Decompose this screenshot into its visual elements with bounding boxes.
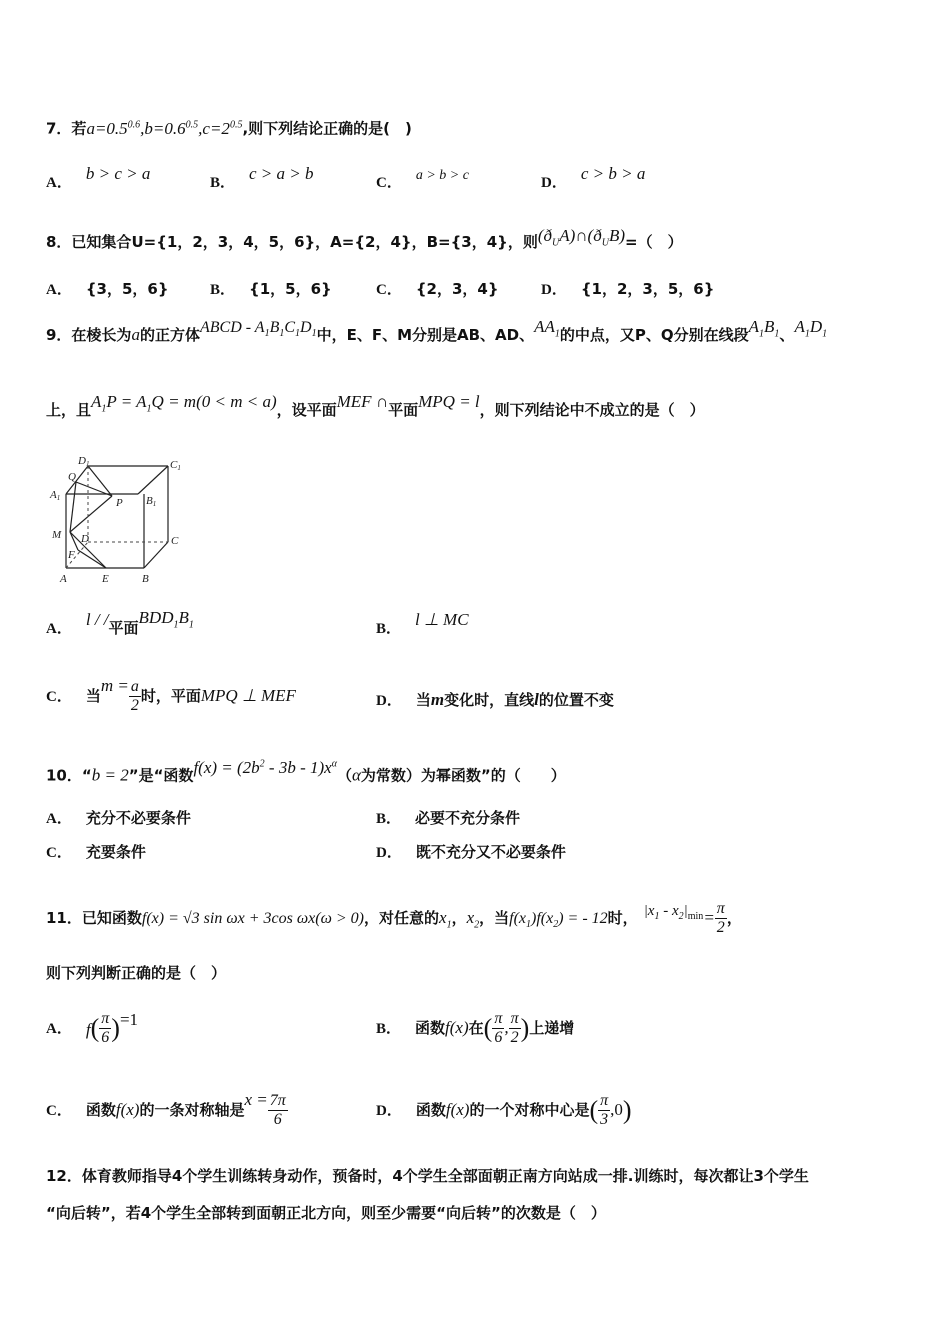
option-text: 必要不充分条件 (415, 809, 521, 827)
q9-l2-suffix: ，则下列结论中不成立的是（ ） (479, 401, 705, 419)
option-label: D． (376, 845, 402, 861)
q9-stem-line1 (46, 317, 828, 352)
q11-c-zh1: 函数 (85, 1101, 116, 1119)
left-paren: ( (589, 1095, 599, 1125)
q10-option-c (46, 842, 146, 863)
label-b: B (142, 573, 149, 585)
q9-d-m: m (430, 690, 445, 709)
q9-b-text: l ⊥ MC (415, 610, 469, 629)
q7-prefix: 7．若 (46, 119, 87, 138)
q9-cube-d: D (300, 319, 312, 336)
label-p: P (116, 497, 123, 509)
option-text: b > c > a (85, 164, 151, 183)
q9-cube-b: B (269, 319, 280, 336)
label-c: C (171, 535, 179, 547)
q11-a-f: f (85, 1020, 91, 1039)
q7-option-d (541, 164, 646, 193)
option-label: A． (46, 1021, 72, 1037)
option-label: B． (376, 621, 402, 637)
q9-prefix: 9．在棱长为 (46, 326, 132, 344)
q9-l2-prefix: 上，且 (46, 401, 92, 419)
q11-abs3: | (683, 903, 688, 919)
label-c1: C1 (170, 459, 181, 472)
q7-math-a (86, 119, 242, 138)
q8-sub2: U (601, 237, 609, 249)
option-label: A． (46, 282, 72, 298)
line-mf (70, 532, 78, 550)
label-a: A (60, 573, 67, 585)
option-label: D． (541, 282, 567, 298)
q7-a: a=0.5 (86, 118, 128, 138)
q11-option-b (376, 1010, 574, 1047)
q9-mid3: 的中点，又P、Q分别在线段 (559, 326, 749, 344)
q10-alpha2: α (351, 765, 361, 785)
option-label: B． (376, 1021, 402, 1037)
q11-stem-line2: 则下列判断正确的是（ ） (46, 964, 227, 982)
q11-abs (643, 903, 704, 922)
q11-x1 (439, 908, 452, 931)
q7-option-a (46, 164, 151, 193)
right-paren: ) (622, 1095, 632, 1125)
q8-m1: (ð (537, 226, 552, 245)
q9-cond-s1: 1 (101, 403, 107, 415)
q11-d-zh1: 函数 (415, 1101, 446, 1119)
q7-option-c (376, 168, 469, 194)
frac-den: 2 (716, 919, 725, 936)
q9-a-b: B (178, 608, 189, 627)
q11-mid: ，对任意的 (364, 909, 440, 927)
label-d1: D1 (78, 455, 90, 468)
line-mq (70, 482, 76, 532)
left-paren: ( (90, 1013, 100, 1043)
label-q: Q (68, 471, 76, 483)
q9-aa-sub: 1 (554, 328, 560, 340)
frac-den: 6 (273, 1111, 282, 1128)
q11-x1-s: 1 (446, 919, 452, 931)
q9-stem-line2 (46, 392, 705, 427)
q11-x2-s: 2 (474, 919, 480, 931)
q11-b-f: f(x) (445, 1018, 469, 1037)
q9-a-s2: 1 (188, 619, 194, 631)
q11-eq: = (703, 908, 715, 927)
q7-exp3: 0.5 (229, 119, 243, 130)
q9-a-bdd: BDD (138, 608, 174, 627)
q9-option-b (376, 610, 469, 639)
label-d: D (81, 533, 89, 545)
frac-num: a (130, 678, 139, 695)
q11-d-f: f(x) (445, 1100, 470, 1119)
q11-d-zh2: 的一个对称中心是 (469, 1101, 590, 1119)
q7-option-b (210, 164, 314, 193)
q8-stem (46, 226, 683, 259)
q11-c-zh2: 的一条对称轴是 (139, 1101, 245, 1119)
label-b1: B1 (146, 495, 157, 508)
frac-den: 2 (130, 697, 139, 714)
right-paren: ) (111, 1013, 120, 1043)
line-fe (78, 550, 106, 568)
q10-mid: ”是“函数 (128, 766, 194, 785)
q9-d-zh1: 当 (415, 691, 431, 709)
q11-b-zh2: 在 (468, 1019, 484, 1037)
q9-mef: MEF ∩ (336, 392, 389, 411)
q11-prod3: ) = - 12 (558, 910, 608, 927)
option-label: C． (46, 1103, 72, 1119)
edge-c1b1 (138, 466, 168, 494)
q9-seg2-s1: 1 (804, 328, 810, 340)
q11-x2-x: x (466, 908, 475, 927)
q11-prod-s1: 1 (526, 919, 532, 931)
q9-mpq: MPQ = l (418, 392, 480, 411)
q11-c-f: f(x) (115, 1100, 140, 1119)
q9-mid2: 中，E、F、M分别是AB、AD、 (316, 326, 535, 344)
option-label: B． (376, 811, 402, 827)
q11-x1-x: x (439, 908, 447, 927)
q9-a-zh: 平面 (108, 619, 139, 637)
frac-num: 7π (269, 1092, 286, 1109)
q9-cube-1: ABCD - A (199, 319, 265, 336)
frac-num: π (510, 1010, 519, 1027)
frac-num: π (101, 1010, 110, 1027)
q9-seg2-a: A (794, 317, 805, 336)
q8-option-d (541, 279, 714, 300)
q10-option-a (46, 808, 191, 829)
q9-option-d (376, 690, 614, 711)
q11-prod-s2: 2 (553, 919, 559, 931)
q11-a-eq: =1 (119, 1010, 139, 1029)
q9-cube-s1: 1 (264, 328, 270, 340)
q9-var-a: a (131, 325, 140, 344)
q10-fx1: f(x) = (2b (193, 757, 260, 777)
q9-sep: 、 (779, 326, 795, 344)
q9-seg1-a: A (748, 317, 760, 336)
q10-stem (46, 757, 566, 786)
option-label: B． (210, 175, 236, 191)
q8-sub1: U (552, 237, 560, 249)
q9-seg2 (794, 317, 828, 340)
option-text: 充分不必要条件 (85, 809, 191, 827)
frac-den: 3 (600, 1111, 609, 1128)
q9-seg2-s2: 1 (822, 328, 828, 340)
q11-prod2: )f(x (531, 910, 554, 927)
q10-alpha: α (331, 758, 337, 769)
label-e: E (102, 573, 109, 585)
q11-abs2: - x (659, 903, 679, 919)
q8-suffix: =（ ） (625, 233, 683, 251)
q11-prefix: 11．已知函数 (46, 909, 142, 927)
q9-c-fraction (129, 678, 141, 715)
option-label: A． (46, 621, 72, 637)
q9-a-plane (138, 608, 194, 631)
q11-stem-line1 (46, 900, 742, 937)
q11-abs-s1: 1 (654, 911, 660, 922)
q9-d-zh3: 的位置不变 (538, 691, 614, 709)
q8-option-b (210, 279, 332, 300)
q10-option-d (376, 842, 566, 863)
q9-cube (199, 319, 317, 340)
q11-c-x: x = (244, 1090, 268, 1109)
q11-prod (509, 910, 608, 931)
q9-d-l: l (534, 690, 539, 709)
q9-a-pre: l / / (85, 610, 109, 629)
q9-cube-s2: 1 (279, 328, 285, 340)
frac-num: π (494, 1010, 503, 1027)
q9-l2-mid: ，设平面 (276, 401, 337, 419)
frac-num: π (600, 1092, 609, 1109)
q11-abs-s2: 2 (678, 911, 684, 922)
q10-prefix: 10．“ (46, 766, 92, 785)
left-paren: ( (483, 1013, 493, 1043)
q7-b: ,b=0.6 (140, 118, 186, 138)
q8-m3: B) (608, 226, 625, 245)
right-paren: ) (520, 1013, 530, 1043)
option-text: {1，5，6} (249, 280, 332, 298)
q9-mid1: 的正方体 (139, 326, 200, 344)
cube-figure (48, 454, 188, 589)
q7-exp2: 0.5 (185, 119, 199, 130)
q11-option-a (46, 1010, 138, 1047)
edge-cb (144, 542, 168, 568)
q12-line1: 12．体育教师指导4个学生训练转身动作，预备时，4个学生全部面朝正南方向站成一排.训练时，每次都让3个学生 (46, 1167, 809, 1185)
label-m: M (52, 529, 62, 541)
q9-seg1 (748, 317, 780, 340)
q9-c-zh2: 时，平面 (140, 687, 201, 705)
option-label: A． (46, 811, 72, 827)
q9-cube-c: C (284, 319, 296, 336)
q9-cond (91, 392, 277, 415)
option-label: C． (376, 282, 402, 298)
label-f: F (68, 549, 75, 561)
q9-c-rel: MPQ ⊥ MEF (200, 686, 296, 705)
option-text: {3，5，6} (85, 280, 169, 298)
q9-cond-p: P = A (106, 392, 147, 411)
q9-d-zh2: 变化时，直线 (444, 691, 535, 709)
q11-b-zh3: 上递增 (529, 1019, 575, 1037)
q8-math (537, 226, 625, 249)
q11-abs1: |x (643, 903, 655, 919)
option-label: C． (46, 689, 72, 705)
option-text: c > b > a (580, 164, 646, 183)
option-label: A． (46, 175, 72, 191)
q11-mid2: ，当 (479, 909, 510, 927)
option-text: a > b > c (415, 168, 469, 183)
q11-option-c (46, 1092, 288, 1129)
q10-sq: 2 (259, 758, 265, 769)
q8-prefix: 8．已知集合 (46, 233, 132, 251)
q9-cube-s3: 1 (295, 328, 301, 340)
q9-l2-mid2: 平面 (388, 401, 419, 419)
q10-fx (193, 758, 337, 777)
q9-seg1-s1: 1 (759, 328, 765, 340)
option-text: 充要条件 (85, 843, 146, 861)
q11-c-fraction (268, 1092, 288, 1129)
q7-exp1: 0.6 (127, 119, 141, 130)
q7-c: ,c=2 (198, 118, 230, 138)
q9-aa: AA (534, 317, 555, 336)
q10-suffix: 为常数）为幂函数”的（ ） (360, 766, 566, 785)
q11-comma: ， (451, 909, 467, 927)
q8-m2: A)∩(ð (559, 226, 602, 245)
q7-stem (46, 115, 412, 139)
q9-option-a (46, 608, 194, 645)
q10-fx2: - 3b - 1)x (264, 757, 332, 777)
q10-mid2: （ (336, 766, 352, 785)
q11-min: min (687, 911, 704, 922)
option-text: c > a > b (249, 164, 314, 183)
option-label: D． (376, 1103, 402, 1119)
q10-b: b = 2 (91, 765, 129, 785)
q9-aa1 (534, 317, 560, 340)
q7-suffix: ,则下列结论正确的是( ) (242, 119, 412, 138)
q9-cond-s2: 1 (146, 403, 152, 415)
q11-fx: f(x) = √3 sin ωx + 3cos ωx(ω > 0) (141, 910, 364, 927)
q11-a-fraction (99, 1010, 111, 1047)
q11-fraction (715, 900, 727, 937)
q11-x2 (466, 908, 480, 931)
q9-c-m: m = (100, 676, 129, 695)
option-text: {1，2，3，5，6} (580, 280, 715, 298)
label-a1: A1 (50, 489, 61, 502)
q11-prod1: f(x (509, 910, 527, 927)
q10-option-b (376, 808, 520, 829)
q9-cond-a: A (91, 392, 102, 411)
option-label: D． (376, 693, 402, 709)
q11-b-frac2 (509, 1010, 521, 1047)
q9-seg1-s2: 1 (774, 328, 780, 340)
q9-option-c (46, 678, 296, 715)
q8-option-a (46, 279, 169, 300)
q12-line2: “向后转”，若4个学生全部转到面朝正北方向，则至少需要“向后转”的次数是（ ） (46, 1204, 606, 1222)
frac-num: π (716, 900, 725, 917)
option-text: 既不充分又不必要条件 (415, 843, 566, 861)
q11-b-zh1: 函数 (415, 1019, 446, 1037)
q8-option-c (376, 279, 499, 300)
q9-a-s1: 1 (173, 619, 179, 631)
option-label: B． (210, 282, 236, 298)
frac-den: 6 (101, 1029, 110, 1046)
q11-d-fraction (598, 1092, 610, 1129)
line-pm (70, 496, 112, 532)
comma: , (504, 1018, 509, 1037)
q11-option-d (376, 1092, 632, 1129)
q11-b-frac1 (492, 1010, 504, 1047)
option-label: D． (541, 175, 567, 191)
q9-c-zh1: 当 (85, 687, 101, 705)
q8-sets: U={1，2，3，4，5，6}，A={2，4}，B={3，4}，则 (131, 233, 538, 251)
q11-end: ， (726, 909, 742, 927)
option-label: C． (376, 175, 402, 191)
q9-cond-q: Q = m(0 < m < a) (151, 392, 277, 411)
q11-mid3: 时， (607, 909, 638, 927)
frac-den: 6 (494, 1029, 503, 1046)
option-text: {2，3，4} (415, 280, 499, 298)
q9-cube-s4: 1 (311, 328, 317, 340)
q9-seg1-b: B (764, 317, 775, 336)
option-label: C． (46, 845, 72, 861)
frac-den: 2 (510, 1029, 519, 1046)
q11-d-zero: ,0 (610, 1100, 623, 1119)
q9-seg2-d: D (809, 317, 823, 336)
